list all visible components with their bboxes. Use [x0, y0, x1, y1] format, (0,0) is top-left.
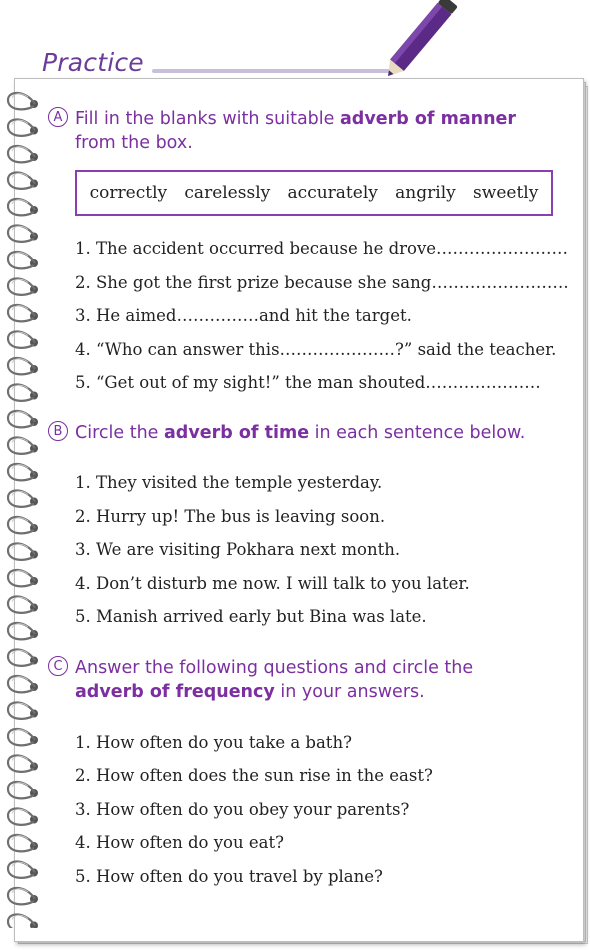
spiral-ring: [8, 702, 38, 718]
spiral-ring: [8, 146, 38, 162]
exercise-item: 3. How often do you obey your parents?: [75, 800, 410, 819]
spiral-ring: [8, 729, 38, 745]
spiral-ring: [8, 649, 38, 665]
spiral-ring: [8, 676, 38, 692]
exercise-item: 2. How often does the sun rise in the east?: [75, 766, 433, 785]
instruction-keyword: adverb of manner: [340, 109, 517, 129]
spiral-ring: [8, 384, 38, 400]
spiral-ring: [8, 358, 38, 374]
spiral-ring: [8, 861, 38, 877]
exercise-item: 1. They visited the temple yesterday.: [75, 473, 383, 492]
spiral-ring: [8, 517, 38, 533]
exercise-item: 5. How often do you travel by plane?: [75, 867, 383, 886]
section-a-badge: A: [48, 107, 68, 127]
exercise-item: 1. The accident occurred because he drove……………………: [75, 239, 569, 258]
section-c-badge: C: [48, 656, 68, 676]
spiral-ring: [8, 172, 38, 188]
spiral-ring: [8, 331, 38, 347]
word-box: [75, 170, 553, 216]
pencil-icon: [380, 0, 470, 82]
instruction-text: Answer the following questions and circle the: [75, 658, 474, 678]
section-c-instruction: [75, 656, 565, 704]
word-option: angrily: [395, 183, 456, 203]
section-b-badge: B: [48, 421, 68, 441]
page-title: Practice: [42, 48, 144, 77]
instruction-text: Circle the: [75, 423, 164, 443]
word-option: sweetly: [473, 183, 539, 203]
spiral-ring: [8, 570, 38, 586]
spiral-ring: [8, 543, 38, 559]
title-underline: [152, 69, 397, 73]
section-b-instruction: [75, 421, 565, 445]
spiral-ring: [8, 888, 38, 904]
exercise-item: 4. “Who can answer this…………………?” said the teacher.: [75, 340, 557, 359]
exercise-item: 4. How often do you eat?: [75, 833, 284, 852]
exercise-item: 3. We are visiting Pokhara next month.: [75, 540, 401, 559]
instruction-text: in each sentence below.: [309, 423, 526, 443]
spiral-ring: [8, 835, 38, 851]
exercise-item: 5. “Get out of my sight!” the man shouted…………………: [75, 373, 541, 392]
spiral-ring: [8, 914, 38, 928]
exercise-item: 4. Don’t disturb me now. I will talk to you later.: [75, 574, 470, 593]
exercise-item: 3. He aimed……………and hit the target.: [75, 306, 412, 325]
word-option: correctly: [89, 183, 168, 203]
spiral-ring: [8, 623, 38, 639]
spiral-ring: [8, 755, 38, 771]
exercise-item: 5. Manish arrived early but Bina was late.: [75, 607, 427, 626]
spiral-ring: [8, 490, 38, 506]
spiral-ring: [8, 119, 38, 135]
spiral-ring: [8, 199, 38, 215]
instruction-text: in your answers.: [274, 682, 425, 702]
exercise-item: 2. Hurry up! The bus is leaving soon.: [75, 507, 386, 526]
spiral-ring: [8, 278, 38, 294]
exercise-item: 2. She got the first prize because she sang…………………….: [75, 273, 569, 292]
section-a-instruction: [75, 107, 565, 155]
spiral-ring: [8, 225, 38, 241]
spiral-ring: [8, 464, 38, 480]
spiral-ring: [8, 437, 38, 453]
spiral-ring: [8, 411, 38, 427]
word-option: carelessly: [184, 183, 271, 203]
spiral-ring: [8, 305, 38, 321]
word-option: accurately: [287, 183, 378, 203]
instruction-text: from the box.: [75, 133, 193, 153]
spiral-ring: [8, 252, 38, 268]
spiral-ring: [8, 93, 38, 109]
instruction-keyword: adverb of time: [164, 423, 310, 443]
exercise-item: 1. How often do you take a bath?: [75, 733, 352, 752]
spiral-binding: [4, 88, 48, 928]
spiral-ring: [8, 808, 38, 824]
spiral-ring: [8, 782, 38, 798]
instruction-keyword: adverb of frequency: [75, 682, 275, 702]
spiral-ring: [8, 596, 38, 612]
instruction-text: Fill in the blanks with suitable: [75, 109, 340, 129]
